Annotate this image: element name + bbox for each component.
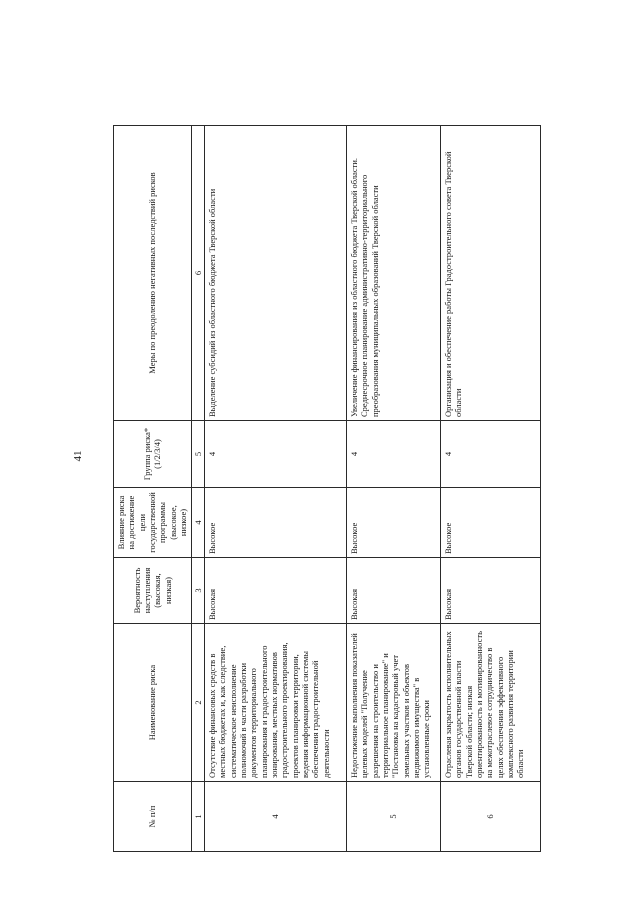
header-num: № п/п — [114, 782, 192, 852]
risk-measures: Увеличение финансирования из областного бюджета Тверской области. Среднесрочное планирование административно-территориального преобразования муниципальных образований Тверской области — [346, 126, 440, 421]
column-number-row — [191, 126, 204, 852]
risk-group: 4 — [346, 421, 440, 488]
column-number: 4 — [191, 488, 204, 558]
column-number: 3 — [191, 558, 204, 624]
header-group: Группа риска* (1/2/3/4) — [114, 421, 192, 488]
row-number: 4 — [204, 782, 346, 852]
row-number: 6 — [440, 782, 540, 852]
column-number: 6 — [191, 126, 204, 421]
row-number: 5 — [346, 782, 440, 852]
page-number: 41 — [72, 450, 84, 462]
column-number: 2 — [191, 624, 204, 782]
risk-name: Недостижение выполнения показателей целевых моделей "Получение разрешения на строительство и территориальное планирование" и "Постановка на кадастровый учет земельных участков и объектов недвижимого имущества" в установленные сроки — [346, 624, 440, 782]
risk-table-container — [113, 126, 526, 852]
risk-probability: Высокая — [204, 558, 346, 624]
risk-measures: Организация и обеспечение работы Градостроительного совета Тверской области — [440, 126, 540, 421]
column-number: 5 — [191, 421, 204, 488]
risk-impact: Высокое — [440, 488, 540, 558]
risk-group: 4 — [440, 421, 540, 488]
risk-impact: Высокое — [204, 488, 346, 558]
risk-table — [113, 125, 541, 852]
risk-probability: Высокая — [346, 558, 440, 624]
risk-name: Отраслевая закрытость исполнительных органов государственной власти Тверской области; низкая ориентированность и мотивированность на межотраслевое сотрудничество в целях обеспечения эффективного комплексного развития территории области — [440, 624, 540, 782]
risk-measures: Выделение субсидий из областного бюджета Тверской области — [204, 126, 346, 421]
risk-name: Отсутствие финансовых средств в местных бюджетах и, как следствие, систематическое неисполнение полномочий в части разработки документов территориального планирования и градостроительного зонирования, местных нормативов градостроительного проектирования, проектов планировки территории, ведения информационной системы обеспечения градостроительной деятельности — [204, 624, 346, 782]
table-row — [440, 126, 540, 852]
risk-group: 4 — [204, 421, 346, 488]
header-row — [114, 126, 192, 852]
table-row — [204, 126, 346, 852]
risk-probability: Высокая — [440, 558, 540, 624]
header-measures: Меры по преодолению негативных последствий рисков — [114, 126, 192, 421]
table-row — [346, 126, 440, 852]
column-number: 1 — [191, 782, 204, 852]
header-risk-name: Наименование риска — [114, 624, 192, 782]
header-probability: Вероятность наступления (высокая, низкая) — [114, 558, 192, 624]
risk-impact: Высокое — [346, 488, 440, 558]
header-impact: Влияние риска на достижение цели государственной программы (высокое, низкое) — [114, 488, 192, 558]
